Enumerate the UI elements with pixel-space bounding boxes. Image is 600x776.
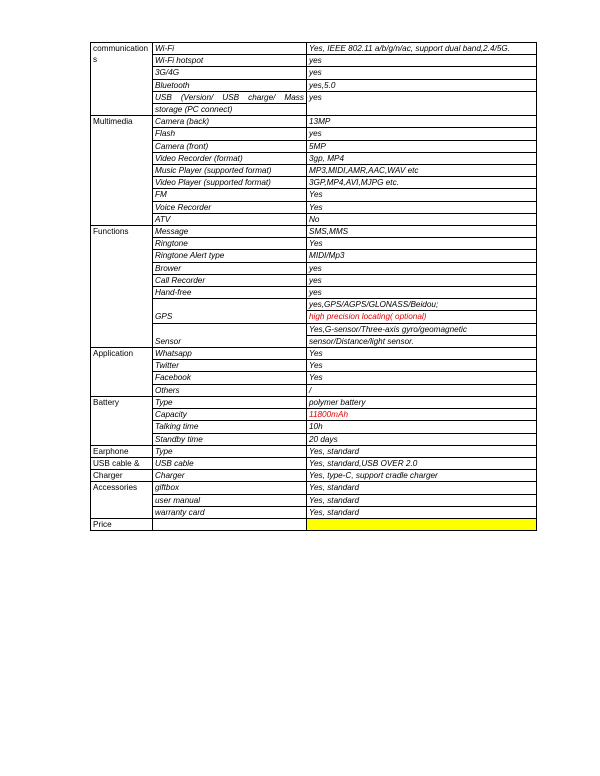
table-row bbox=[91, 409, 537, 421]
item-label: Wi-Fi hotspot bbox=[153, 55, 307, 67]
table-row bbox=[91, 506, 537, 518]
table-row bbox=[91, 67, 537, 79]
table-row bbox=[91, 518, 537, 530]
item-label: Twitter bbox=[153, 360, 307, 372]
price-value bbox=[307, 518, 537, 530]
item-value: yes bbox=[307, 91, 537, 115]
item-label: Hand-free bbox=[153, 287, 307, 299]
item-label: Type bbox=[153, 396, 307, 408]
table-row bbox=[91, 360, 537, 372]
item-value: sensor/Distance/light sensor. bbox=[307, 335, 537, 347]
item-value: MP3,MIDI,AMR,AAC,WAV etc bbox=[307, 165, 537, 177]
item-value: yes,5.0 bbox=[307, 79, 537, 91]
item-label: GPS bbox=[153, 299, 307, 323]
item-value: 3GP,MP4,AVI,MJPG etc. bbox=[307, 177, 537, 189]
item-value-highlight: 11800mAh bbox=[307, 409, 537, 421]
item-value: yes bbox=[307, 67, 537, 79]
item-label: Camera (back) bbox=[153, 116, 307, 128]
table-row bbox=[91, 299, 537, 311]
item-label: giftbox bbox=[153, 482, 307, 494]
table-row bbox=[91, 323, 537, 335]
item-value: yes bbox=[307, 274, 537, 286]
item-label: Video Player (supported format) bbox=[153, 177, 307, 189]
table-row bbox=[91, 433, 537, 445]
item-value: yes bbox=[307, 262, 537, 274]
item-label: Capacity bbox=[153, 409, 307, 421]
item-label: ATV bbox=[153, 213, 307, 225]
item-value: Yes bbox=[307, 348, 537, 360]
table-row bbox=[91, 396, 537, 408]
item-value: 13MP bbox=[307, 116, 537, 128]
item-label: Brower bbox=[153, 262, 307, 274]
table-row bbox=[91, 287, 537, 299]
item-value: Yes bbox=[307, 238, 537, 250]
item-value: Yes bbox=[307, 360, 537, 372]
item-label bbox=[153, 91, 307, 103]
table-row bbox=[91, 494, 537, 506]
table-row bbox=[91, 91, 537, 103]
item-label: Message bbox=[153, 226, 307, 238]
item-value: 3gp, MP4 bbox=[307, 152, 537, 164]
table-row bbox=[91, 165, 537, 177]
item-value: Yes, IEEE 802.11 a/b/g/n/ac, support dual band,2.4/5G. bbox=[307, 43, 537, 55]
item-value: yes bbox=[307, 55, 537, 67]
item-value: 10h bbox=[307, 421, 537, 433]
table-row bbox=[91, 384, 537, 396]
item-value: / bbox=[307, 384, 537, 396]
table-row bbox=[91, 226, 537, 238]
item-label: USB cable bbox=[153, 457, 307, 469]
table-row bbox=[91, 152, 537, 164]
item-value: polymer battery bbox=[307, 396, 537, 408]
item-label: Sensor bbox=[153, 323, 307, 347]
item-label: Facebook bbox=[153, 372, 307, 384]
category-charger: Charger bbox=[91, 470, 153, 482]
item-label: user manual bbox=[153, 494, 307, 506]
category-communications: communication s bbox=[91, 43, 153, 116]
item-label: warranty card bbox=[153, 506, 307, 518]
table-row bbox=[91, 274, 537, 286]
item-value: yes bbox=[307, 287, 537, 299]
spec-table bbox=[90, 42, 537, 531]
item-label: Whatsapp bbox=[153, 348, 307, 360]
item-value: Yes bbox=[307, 201, 537, 213]
item-label: Charger bbox=[153, 470, 307, 482]
item-label: Call Recorder bbox=[153, 274, 307, 286]
table-row bbox=[91, 250, 537, 262]
category-accessories: Accessories bbox=[91, 482, 153, 519]
table-row bbox=[91, 213, 537, 225]
item-label: FM bbox=[153, 189, 307, 201]
item-label: Standby time bbox=[153, 433, 307, 445]
category-battery: Battery bbox=[91, 396, 153, 445]
item-value: 20 days bbox=[307, 433, 537, 445]
table-row bbox=[91, 445, 537, 457]
category-application: Application bbox=[91, 348, 153, 397]
item-label: Wi-Fi bbox=[153, 43, 307, 55]
item-value: Yes bbox=[307, 372, 537, 384]
item-label: Ringtone bbox=[153, 238, 307, 250]
item-label: Talking time bbox=[153, 421, 307, 433]
item-label bbox=[153, 518, 307, 530]
table-row bbox=[91, 201, 537, 213]
table-row bbox=[91, 457, 537, 469]
item-label: Video Recorder (format) bbox=[153, 152, 307, 164]
item-label: Voice Recorder bbox=[153, 201, 307, 213]
table-row bbox=[91, 372, 537, 384]
table-row bbox=[91, 470, 537, 482]
item-label: Music Player (supported format) bbox=[153, 165, 307, 177]
item-label: Bluetooth bbox=[153, 79, 307, 91]
table-row bbox=[91, 238, 537, 250]
table-row bbox=[91, 262, 537, 274]
category-price: Price bbox=[91, 518, 153, 530]
table-row bbox=[91, 177, 537, 189]
item-value: SMS,MMS bbox=[307, 226, 537, 238]
item-label: 3G/4G bbox=[153, 67, 307, 79]
category-earphone: Earphone bbox=[91, 445, 153, 457]
item-value: No bbox=[307, 213, 537, 225]
table-row bbox=[91, 140, 537, 152]
item-value: Yes, type-C, support cradle charger bbox=[307, 470, 537, 482]
category-multimedia: Multimedia bbox=[91, 116, 153, 226]
category-functions: Functions bbox=[91, 226, 153, 348]
item-value: Yes bbox=[307, 189, 537, 201]
item-value: yes bbox=[307, 128, 537, 140]
item-value: 5MP bbox=[307, 140, 537, 152]
table-row bbox=[91, 482, 537, 494]
item-value: Yes,G-sensor/Three-axis gyro/geomagnetic bbox=[307, 323, 537, 335]
item-label-line: storage (PC connect) bbox=[153, 104, 307, 116]
category-usb-cable: USB cable & bbox=[91, 457, 153, 469]
table-row bbox=[91, 116, 537, 128]
item-value: Yes, standard bbox=[307, 445, 537, 457]
item-value: Yes, standard bbox=[307, 482, 537, 494]
table-row bbox=[91, 421, 537, 433]
item-label: Ringtone Alert type bbox=[153, 250, 307, 262]
table-row bbox=[91, 189, 537, 201]
table-row bbox=[91, 348, 537, 360]
item-label: Type bbox=[153, 445, 307, 457]
item-value: Yes, standard bbox=[307, 494, 537, 506]
item-value: MIDI/Mp3 bbox=[307, 250, 537, 262]
item-value-highlight: high precision locating( optional) bbox=[307, 311, 537, 323]
item-label: Camera (front) bbox=[153, 140, 307, 152]
table-row bbox=[91, 128, 537, 140]
table-row bbox=[91, 79, 537, 91]
item-label-line: USB (Version/ USB charge/ Mass bbox=[155, 92, 304, 102]
table-row bbox=[91, 55, 537, 67]
item-value: Yes, standard,USB OVER 2.0 bbox=[307, 457, 537, 469]
item-value: Yes, standard bbox=[307, 506, 537, 518]
item-label: Flash bbox=[153, 128, 307, 140]
item-label: Others bbox=[153, 384, 307, 396]
table-row bbox=[91, 43, 537, 55]
item-value: yes,GPS/AGPS/GLONASS/Beidou; bbox=[307, 299, 537, 311]
